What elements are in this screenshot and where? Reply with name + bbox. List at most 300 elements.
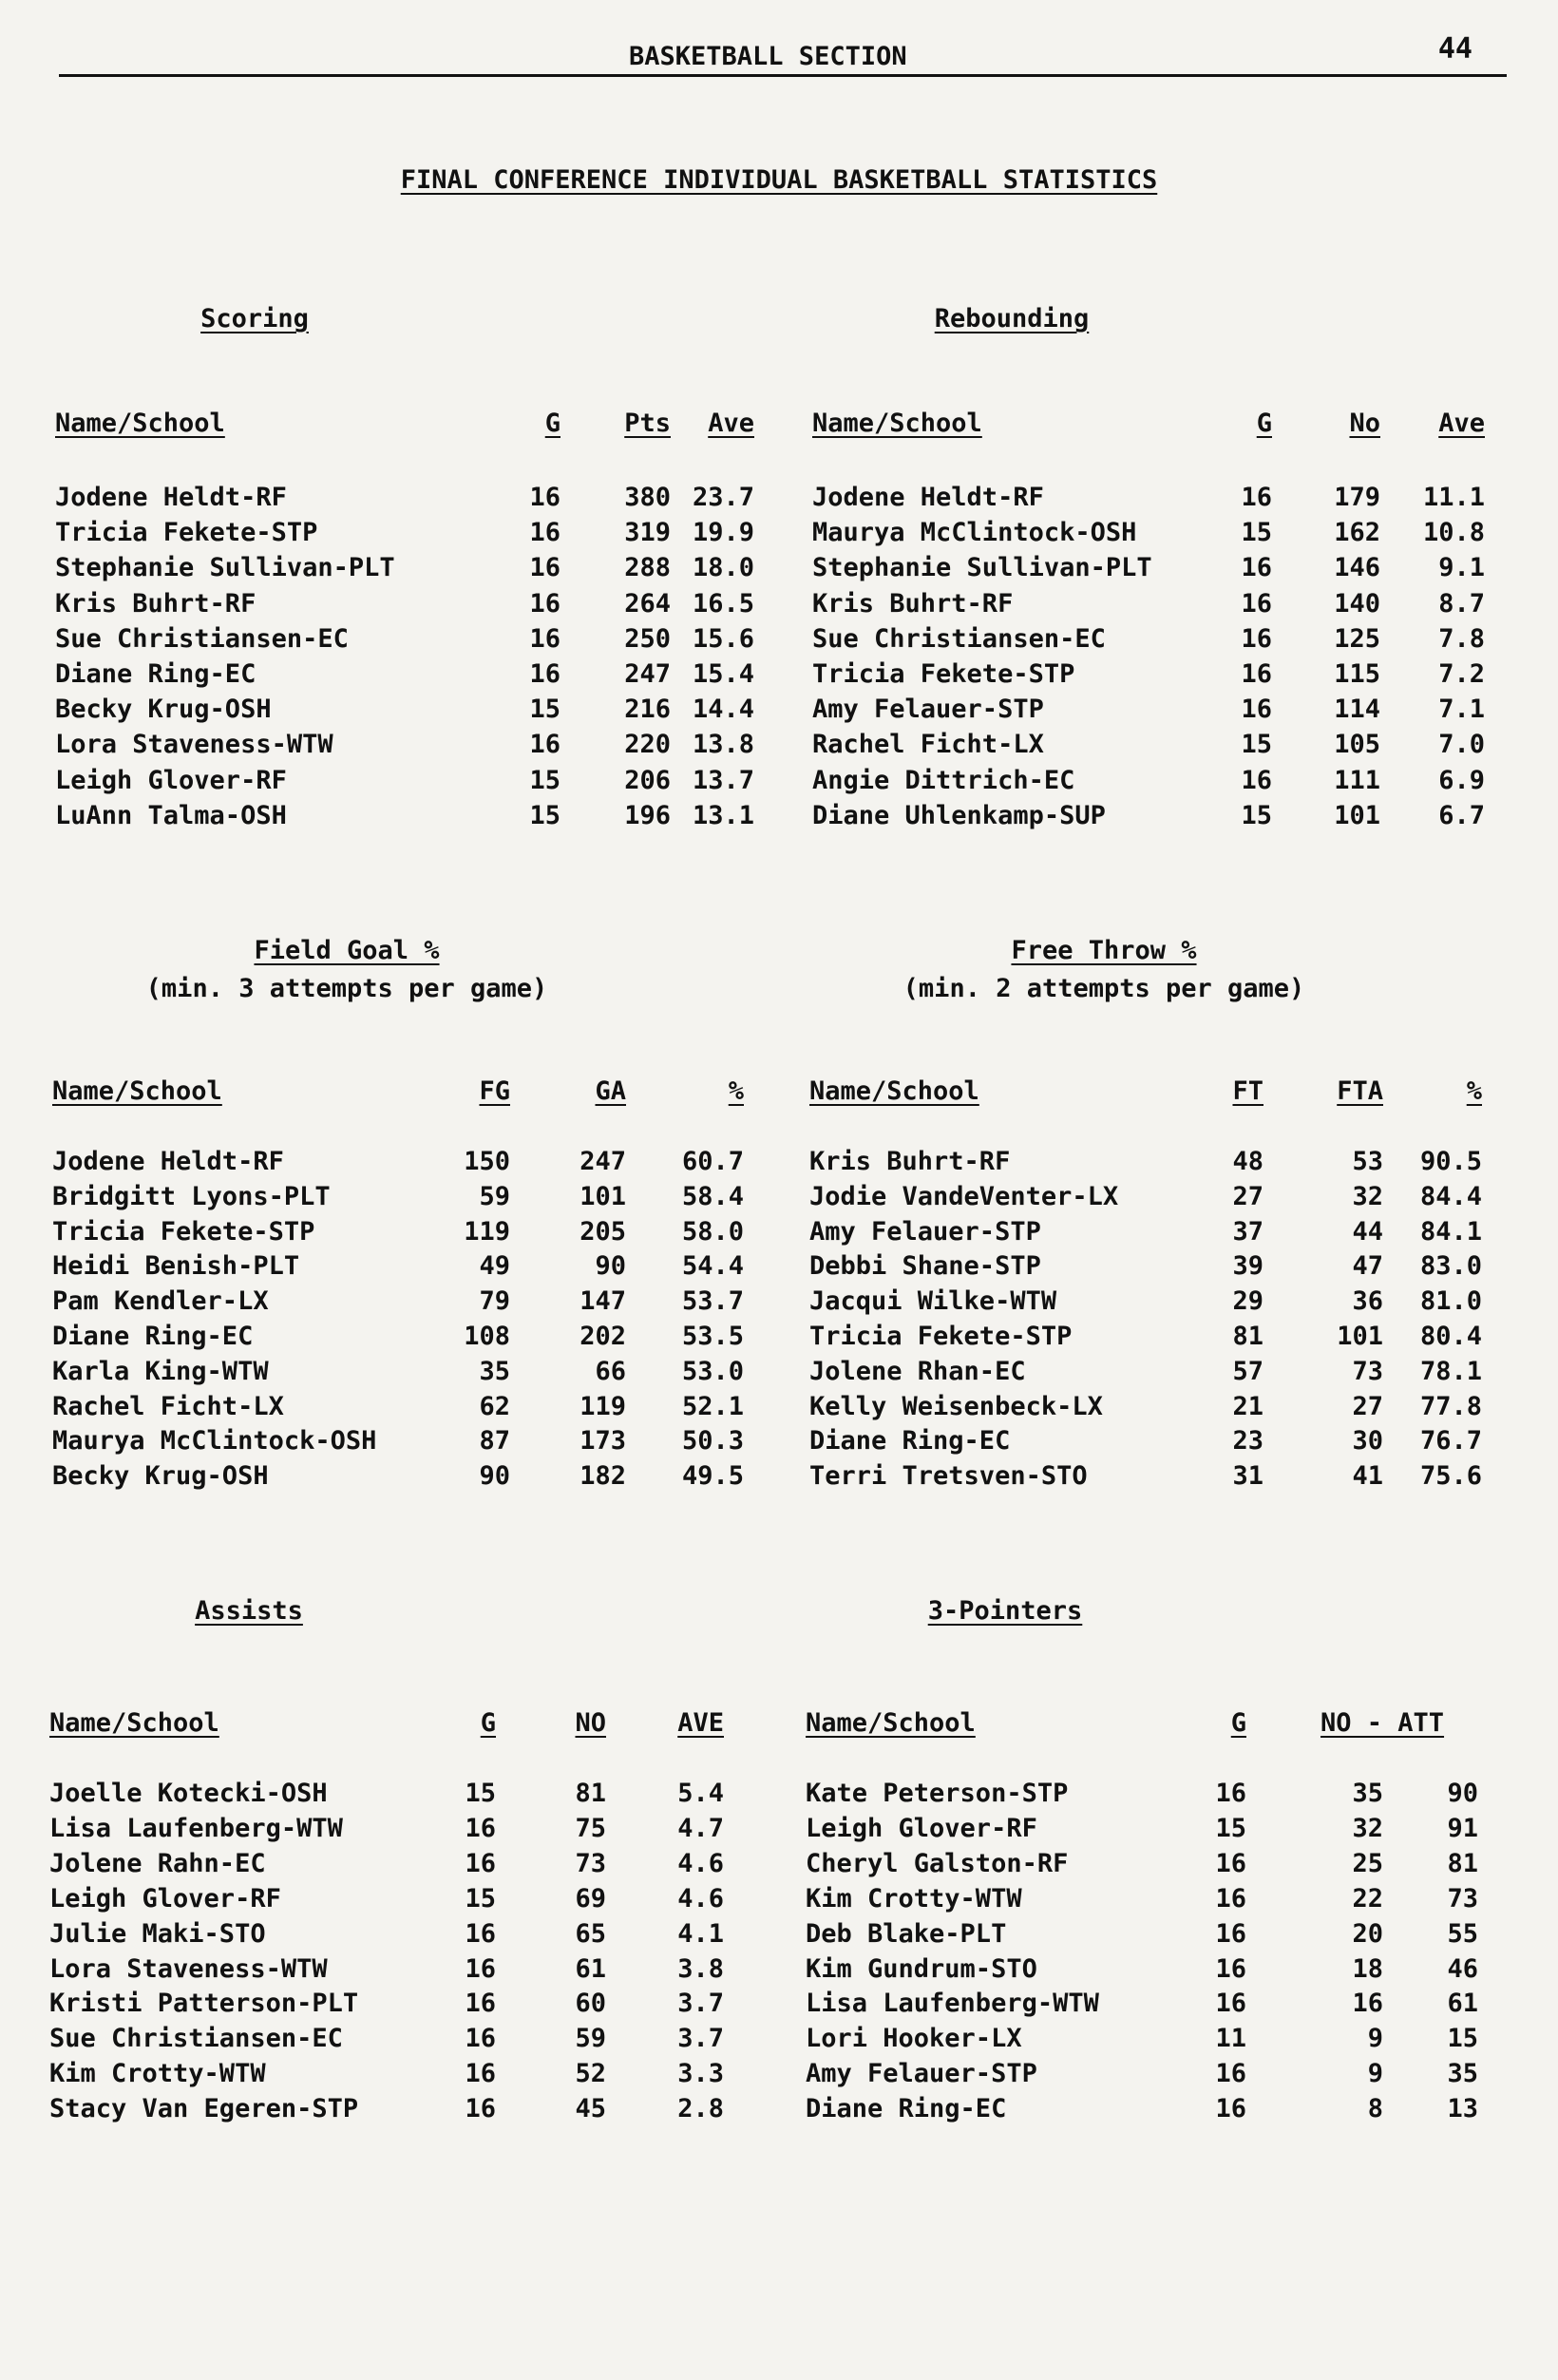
player-name: Jolene Rhan-EC <box>809 1356 1026 1386</box>
scoring-table <box>55 304 777 893</box>
page-header <box>59 32 1507 77</box>
stat-value: 380 <box>624 483 671 512</box>
stat-value: 247 <box>624 659 671 689</box>
stat-value: 90 <box>1447 1779 1478 1808</box>
stat-value: 19.9 <box>692 518 754 548</box>
stat-value: 76.7 <box>1419 1426 1482 1457</box>
player-name: Tricia Fekete-STP <box>809 1322 1073 1351</box>
column-header: FT <box>1232 1076 1264 1106</box>
stat-value: 45 <box>575 2094 606 2124</box>
stat-value: 146 <box>1334 553 1380 583</box>
table-row <box>52 1322 774 1356</box>
player-name: Lora Staveness-WTW <box>55 730 333 760</box>
stat-value: 8.7 <box>1438 588 1485 619</box>
stat-value: 6.7 <box>1438 800 1485 830</box>
stat-value: 53 <box>1352 1147 1383 1176</box>
player-name: Becky Krug-OSH <box>52 1461 269 1492</box>
table-row <box>809 1217 1531 1251</box>
stat-value: 264 <box>624 588 671 619</box>
stat-value: 162 <box>1334 518 1380 548</box>
stat-value: 90 <box>479 1461 510 1492</box>
stat-value: 16 <box>529 730 560 760</box>
stat-value: 5.4 <box>677 1779 724 1808</box>
column-header-row <box>806 1708 1528 1742</box>
table-row <box>812 624 1534 658</box>
stat-value: 79 <box>479 1286 510 1317</box>
stat-value: 16 <box>529 518 560 548</box>
table-row <box>809 1322 1531 1356</box>
stat-value: 90.5 <box>1419 1147 1482 1176</box>
stat-value: 6.9 <box>1438 765 1485 795</box>
stat-value: 61 <box>1447 1989 1478 2019</box>
table-row <box>812 730 1534 764</box>
table-row <box>49 1989 771 2023</box>
stat-value: 84.4 <box>1419 1181 1482 1211</box>
stat-value: 16 <box>1215 1953 1246 1984</box>
stat-value: 27 <box>1352 1391 1383 1421</box>
stat-value: 114 <box>1334 695 1380 725</box>
stat-value: 25 <box>1352 1848 1383 1878</box>
stat-value: 125 <box>1334 623 1380 654</box>
stat-value: 75 <box>575 1813 606 1843</box>
player-name: Kelly Weisenbeck-LX <box>809 1391 1103 1421</box>
stat-value: 206 <box>624 765 671 795</box>
player-name: Tricia Fekete-STP <box>52 1216 315 1247</box>
player-name: Deb Blake-PLT <box>806 1918 1007 1949</box>
stat-value: 52 <box>575 2059 606 2089</box>
player-name: Kristi Patterson-PLT <box>49 1989 359 2019</box>
stat-value: 66 <box>595 1356 626 1386</box>
table-row <box>809 1426 1531 1460</box>
table-row <box>806 2024 1528 2058</box>
stat-value: 30 <box>1352 1426 1383 1457</box>
stat-value: 105 <box>1334 730 1380 760</box>
player-name: Angie Dittrich-EC <box>812 765 1075 795</box>
player-name: LuAnn Talma-OSH <box>55 800 287 830</box>
stat-value: 16 <box>529 623 560 654</box>
stat-value: 179 <box>1334 483 1380 512</box>
column-header-row <box>55 409 777 443</box>
column-header: GA <box>595 1076 626 1106</box>
stat-value: 16 <box>1352 1989 1383 2019</box>
section-heading: Field Goal % <box>254 936 440 965</box>
player-name: Rachel Ficht-LX <box>52 1391 284 1421</box>
table-row <box>49 1779 771 1813</box>
stat-value: 16 <box>465 1848 496 1878</box>
section-heading: Assists <box>195 1596 303 1626</box>
stat-value: 15 <box>1215 1813 1246 1843</box>
stat-value: 61 <box>575 1953 606 1984</box>
table-row <box>52 1357 774 1391</box>
column-header: Name/School <box>55 409 225 438</box>
stat-value: 18 <box>1352 1953 1383 1984</box>
section-heading: 3-Pointers <box>927 1596 1083 1626</box>
stat-value: 46 <box>1447 1953 1478 1984</box>
player-name: Jolene Rahn-EC <box>49 1848 266 1878</box>
stat-value: 319 <box>624 518 671 548</box>
stat-value: 220 <box>624 730 671 760</box>
column-header: Name/School <box>806 1708 976 1738</box>
stat-value: 4.1 <box>677 1918 724 1949</box>
table-row <box>55 730 777 764</box>
player-name: Stephanie Sullivan-PLT <box>812 553 1152 583</box>
player-name: Heidi Benish-PLT <box>52 1251 300 1282</box>
table-row <box>55 766 777 800</box>
player-name: Pam Kendler-LX <box>52 1286 269 1317</box>
stat-value: 119 <box>580 1391 626 1421</box>
player-name: Amy Felauer-STP <box>812 695 1044 725</box>
stat-value: 216 <box>624 695 671 725</box>
assists-table <box>49 1596 771 2185</box>
player-name: Sue Christiansen-EC <box>812 623 1106 654</box>
player-name: Karla King-WTW <box>52 1356 269 1386</box>
column-header: G <box>544 409 560 438</box>
player-name: Joelle Kotecki-OSH <box>49 1779 328 1808</box>
stat-value: 16 <box>1241 765 1272 795</box>
stat-value: 50.3 <box>681 1426 744 1457</box>
table-row <box>809 1286 1531 1321</box>
stat-value: 7.8 <box>1438 623 1485 654</box>
stat-value: 83.0 <box>1419 1251 1482 1282</box>
table-row <box>806 1814 1528 1848</box>
table-row <box>806 2094 1528 2128</box>
stat-value: 78.1 <box>1419 1356 1482 1386</box>
stat-value: 16 <box>1215 2094 1246 2124</box>
player-name: Kim Gundrum-STO <box>806 1953 1037 1984</box>
stat-value: 91 <box>1447 1813 1478 1843</box>
stat-value: 288 <box>624 553 671 583</box>
stat-value: 15.4 <box>692 659 754 689</box>
stat-value: 36 <box>1352 1286 1383 1317</box>
stat-value: 9.1 <box>1438 553 1485 583</box>
table-row <box>52 1286 774 1321</box>
stat-value: 16 <box>465 2024 496 2054</box>
stat-value: 15 <box>1447 2024 1478 2054</box>
stat-value: 15 <box>1241 800 1272 830</box>
stat-value: 60 <box>575 1989 606 2019</box>
table-row <box>809 1357 1531 1391</box>
stat-value: 37 <box>1232 1216 1264 1247</box>
player-name: Kris Buhrt-RF <box>812 588 1014 619</box>
stat-value: 13.1 <box>692 800 754 830</box>
stat-value: 80.4 <box>1419 1322 1482 1351</box>
table-row <box>809 1392 1531 1426</box>
stat-value: 196 <box>624 800 671 830</box>
player-name: Debbi Shane-STP <box>809 1251 1041 1282</box>
stat-value: 65 <box>575 1918 606 1949</box>
stat-value: 119 <box>464 1216 510 1247</box>
stat-value: 14.4 <box>692 695 754 725</box>
stat-value: 16 <box>465 1813 496 1843</box>
table-row <box>49 2059 771 2093</box>
free-throw-table <box>809 936 1531 1525</box>
stat-value: 16 <box>1241 483 1272 512</box>
stat-value: 81 <box>1232 1322 1264 1351</box>
stat-value: 3.7 <box>677 1989 724 2019</box>
stat-value: 54.4 <box>681 1251 744 1282</box>
stat-value: 3.7 <box>677 2024 724 2054</box>
stat-value: 205 <box>580 1216 626 1247</box>
player-name: Kris Buhrt-RF <box>55 588 256 619</box>
stat-value: 35 <box>1352 1779 1383 1808</box>
stat-value: 27 <box>1232 1181 1264 1211</box>
stat-value: 15 <box>1241 730 1272 760</box>
table-row <box>812 483 1534 517</box>
column-header: G <box>1256 409 1272 438</box>
stat-value: 23.7 <box>692 483 754 512</box>
player-name: Diane Ring-EC <box>806 2094 1007 2124</box>
stat-value: 4.6 <box>677 1848 724 1878</box>
stat-value: 111 <box>1334 765 1380 795</box>
table-row <box>812 589 1534 623</box>
player-name: Jacqui Wilke-WTW <box>809 1286 1057 1317</box>
player-name: Diane Ring-EC <box>52 1322 254 1351</box>
section-title: BASKETBALL SECTION <box>629 42 907 71</box>
stat-value: 87 <box>479 1426 510 1457</box>
stat-value: 10.8 <box>1422 518 1485 548</box>
table-row <box>812 553 1534 587</box>
document-title: FINAL CONFERENCE INDIVIDUAL BASKETBALL STATISTICS <box>400 165 1158 195</box>
stat-value: 9 <box>1367 2059 1383 2089</box>
stat-value: 77.8 <box>1419 1391 1482 1421</box>
column-header: Name/School <box>52 1076 222 1106</box>
stat-value: 59 <box>479 1181 510 1211</box>
player-name: Tricia Fekete-STP <box>812 659 1075 689</box>
section-heading: Scoring <box>200 304 309 333</box>
stat-value: 2.8 <box>677 2094 724 2124</box>
column-header: Ave <box>1438 409 1485 438</box>
stat-value: 58.4 <box>681 1181 744 1211</box>
stat-value: 8 <box>1367 2094 1383 2124</box>
table-row <box>812 518 1534 552</box>
table-row <box>52 1182 774 1216</box>
table-row <box>806 1884 1528 1918</box>
stat-value: 13.7 <box>692 765 754 795</box>
column-header: G <box>1230 1708 1246 1738</box>
stat-value: 16 <box>1215 1883 1246 1914</box>
stat-value: 53.5 <box>681 1322 744 1351</box>
stat-value: 16 <box>1215 2059 1246 2089</box>
stat-value: 182 <box>580 1461 626 1492</box>
player-name: Lori Hooker-LX <box>806 2024 1022 2054</box>
table-row <box>49 2094 771 2128</box>
player-name: Kim Crotty-WTW <box>49 2059 266 2089</box>
player-name: Maurya McClintock-OSH <box>52 1426 377 1457</box>
stat-value: 81.0 <box>1419 1286 1482 1317</box>
stat-value: 22 <box>1352 1883 1383 1914</box>
table-row <box>809 1251 1531 1285</box>
stat-value: 60.7 <box>681 1147 744 1176</box>
column-header-row <box>49 1708 771 1742</box>
stat-value: 15 <box>529 800 560 830</box>
stat-value: 18.0 <box>692 553 754 583</box>
stat-value: 15.6 <box>692 623 754 654</box>
stat-value: 108 <box>464 1322 510 1351</box>
stat-value: 90 <box>595 1251 626 1282</box>
stat-value: 20 <box>1352 1918 1383 1949</box>
player-name: Sue Christiansen-EC <box>49 2024 343 2054</box>
stat-value: 73 <box>575 1848 606 1878</box>
player-name: Stephanie Sullivan-PLT <box>55 553 395 583</box>
stat-value: 173 <box>580 1426 626 1457</box>
player-name: Bridgitt Lyons-PLT <box>52 1181 331 1211</box>
rebounding-table <box>812 304 1534 893</box>
stat-value: 49.5 <box>681 1461 744 1492</box>
stat-value: 23 <box>1232 1426 1264 1457</box>
player-name: Rachel Ficht-LX <box>812 730 1044 760</box>
stat-value: 11.1 <box>1422 483 1485 512</box>
column-header: No <box>1349 409 1380 438</box>
stat-value: 73 <box>1447 1883 1478 1914</box>
table-row <box>49 1954 771 1989</box>
column-header: Name/School <box>809 1076 979 1106</box>
stat-value: 16 <box>1215 1848 1246 1878</box>
table-row <box>812 659 1534 694</box>
stat-value: 16 <box>465 1918 496 1949</box>
table-row <box>806 1954 1528 1989</box>
column-header: AVE <box>677 1708 724 1738</box>
stat-value: 75.6 <box>1419 1461 1482 1492</box>
column-header: NO <box>575 1708 606 1738</box>
stat-value: 35 <box>479 1356 510 1386</box>
stat-value: 7.1 <box>1438 695 1485 725</box>
player-name: Lisa Laufenberg-WTW <box>49 1813 343 1843</box>
column-header: FG <box>479 1076 510 1106</box>
stat-value: 58.0 <box>681 1216 744 1247</box>
column-header: NO - ATT <box>1320 1708 1445 1738</box>
stat-value: 53.0 <box>681 1356 744 1386</box>
stat-value: 101 <box>580 1181 626 1211</box>
table-row <box>806 2059 1528 2093</box>
table-row <box>809 1147 1531 1181</box>
stat-value: 3.8 <box>677 1953 724 1984</box>
stat-value: 15 <box>465 1779 496 1808</box>
stat-value: 16 <box>1241 659 1272 689</box>
table-row <box>806 1919 1528 1953</box>
section-subheading: (min. 3 attempts per game) <box>145 974 548 1003</box>
stat-value: 3.3 <box>677 2059 724 2089</box>
player-name: Leigh Glover-RF <box>806 1813 1037 1843</box>
stat-value: 49 <box>479 1251 510 1282</box>
stat-value: 62 <box>479 1391 510 1421</box>
stat-value: 73 <box>1352 1356 1383 1386</box>
player-name: Kate Peterson-STP <box>806 1779 1069 1808</box>
stat-value: 16 <box>1215 1779 1246 1808</box>
stat-value: 44 <box>1352 1216 1383 1247</box>
table-row <box>55 659 777 694</box>
field-goal-table <box>52 936 774 1525</box>
stat-value: 55 <box>1447 1918 1478 1949</box>
table-row <box>812 801 1534 835</box>
table-row <box>55 483 777 517</box>
column-header: Name/School <box>812 409 982 438</box>
column-header-row <box>812 409 1534 443</box>
stat-value: 13.8 <box>692 730 754 760</box>
stat-value: 32 <box>1352 1181 1383 1211</box>
stat-value: 69 <box>575 1883 606 1914</box>
player-name: Diane Ring-EC <box>55 659 256 689</box>
stat-value: 16 <box>529 588 560 619</box>
stat-value: 48 <box>1232 1147 1264 1176</box>
stat-value: 31 <box>1232 1461 1264 1492</box>
stat-value: 39 <box>1232 1251 1264 1282</box>
player-name: Maurya McClintock-OSH <box>812 518 1137 548</box>
player-name: Julie Maki-STO <box>49 1918 266 1949</box>
player-name: Cheryl Galston-RF <box>806 1848 1069 1878</box>
stat-value: 15 <box>529 695 560 725</box>
stat-value: 16 <box>529 483 560 512</box>
table-row <box>809 1182 1531 1216</box>
player-name: Stacy Van Egeren-STP <box>49 2094 359 2124</box>
table-row <box>52 1251 774 1285</box>
player-name: Jodene Heldt-RF <box>52 1147 284 1176</box>
table-row <box>806 1779 1528 1813</box>
player-name: Amy Felauer-STP <box>809 1216 1041 1247</box>
table-row <box>55 553 777 587</box>
table-row <box>809 1461 1531 1495</box>
table-row <box>812 766 1534 800</box>
stat-value: 16 <box>1215 1989 1246 2019</box>
player-name: Tricia Fekete-STP <box>55 518 318 548</box>
stat-value: 52.1 <box>681 1391 744 1421</box>
stat-value: 16 <box>465 2059 496 2089</box>
column-header: % <box>1466 1076 1482 1106</box>
stat-value: 16 <box>465 1989 496 2019</box>
stat-value: 11 <box>1215 2024 1246 2054</box>
stat-value: 16 <box>465 2094 496 2124</box>
player-name: Leigh Glover-RF <box>49 1883 281 1914</box>
stat-value: 101 <box>1337 1322 1383 1351</box>
table-row <box>55 695 777 729</box>
table-row <box>812 695 1534 729</box>
stat-value: 247 <box>580 1147 626 1176</box>
table-row <box>55 624 777 658</box>
player-name: Terri Tretsven-STO <box>809 1461 1088 1492</box>
stat-value: 59 <box>575 2024 606 2054</box>
player-name: Kris Buhrt-RF <box>809 1147 1011 1176</box>
table-row <box>52 1217 774 1251</box>
player-name: Kim Crotty-WTW <box>806 1883 1022 1914</box>
stat-value: 21 <box>1232 1391 1264 1421</box>
player-name: Becky Krug-OSH <box>55 695 272 725</box>
stat-value: 16 <box>1241 553 1272 583</box>
stat-value: 81 <box>575 1779 606 1808</box>
stat-value: 16 <box>1241 695 1272 725</box>
table-row <box>806 1989 1528 2023</box>
table-row <box>52 1147 774 1181</box>
stat-value: 4.6 <box>677 1883 724 1914</box>
stat-value: 29 <box>1232 1286 1264 1317</box>
player-name: Jodene Heldt-RF <box>55 483 287 512</box>
table-row <box>52 1392 774 1426</box>
stat-value: 57 <box>1232 1356 1264 1386</box>
table-row <box>55 518 777 552</box>
stat-value: 147 <box>580 1286 626 1317</box>
stat-value: 16 <box>1215 1918 1246 1949</box>
stat-value: 150 <box>464 1147 510 1176</box>
column-header: Name/School <box>49 1708 219 1738</box>
section-heading: Rebounding <box>934 304 1090 333</box>
stat-value: 81 <box>1447 1848 1478 1878</box>
player-name: Diane Uhlenkamp-SUP <box>812 800 1106 830</box>
stat-value: 35 <box>1447 2059 1478 2089</box>
three-pointers-table <box>806 1596 1528 2185</box>
table-row <box>49 1884 771 1918</box>
stat-value: 47 <box>1352 1251 1383 1282</box>
player-name: Lora Staveness-WTW <box>49 1953 328 1984</box>
section-heading: Free Throw % <box>1011 936 1197 965</box>
stat-value: 115 <box>1334 659 1380 689</box>
